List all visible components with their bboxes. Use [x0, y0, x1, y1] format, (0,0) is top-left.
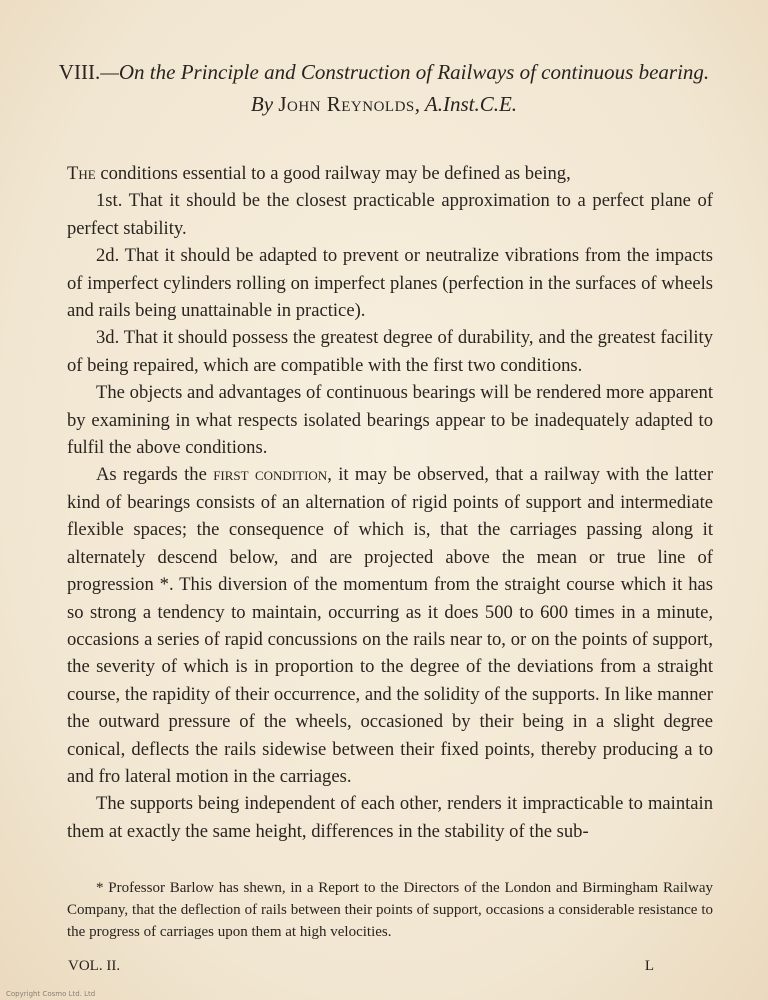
paragraph: The conditions essential to a good railway may be defined as being, [67, 163, 571, 184]
body-text [67, 160, 713, 845]
article-title [40, 58, 728, 86]
author-name: John Reynolds [278, 92, 415, 116]
article-number: VIII. [58, 60, 101, 84]
article-title-text: —On the Principle and Construction of Railways of continuous bearing. [100, 60, 710, 84]
author-credential: , A.Inst.C.E. [414, 92, 518, 116]
byline [40, 90, 728, 118]
footnote [67, 877, 713, 943]
signature-mark: L [644, 958, 654, 974]
byline-by: By [250, 92, 274, 116]
paragraph: 3d. That it should possess the greatest degree of durability, and the greatest facility of being repaired, which are compatible with the first two conditions. [67, 327, 713, 376]
paragraph-lead: The [67, 163, 96, 184]
footnote-text: * Professor Barlow has shewn, in a Report to the Directors of the London and Birmingham Railway Company, that the deflection of rails between their points of support, occasions a considerable resistance to the progress of carriages upon them at high velocities. [67, 880, 713, 940]
paragraph: As regards the first condition, it may be observed, that a railway with the latter kind of bearings consists of an alternation of rigid points of support and intermediate flexible spaces; the consequence of which is, that the carriages passing along it alternately descend below, and are projected above the mean or true line of progression *. This diversion of the momentum from the straight course which it has so strong a tendency to maintain, occurring as it does 500 to 600 times in a minute, occasions a series of rapid concussions on the rails near to, or on the points of support, the severity of which is in proportion to the degree of the deviations from a straight course, the rapidity of their occurrence, and the solidity of the supports. In like manner the outward pressure of the wheels, occasioned by their being in a slight degree conical, deflects the rails sidewise between their fixed points, thereby producing a to and fro lateral motion in the carriages. [67, 464, 714, 787]
volume-label: VOL. II. [68, 958, 121, 974]
paragraph: 2d. That it should be adapted to prevent or neutralize vibrations from the impacts of imperfect cylinders rolling on imperfect planes (perfection in the surfaces of wheels and rails being unattainable in practice). [67, 245, 713, 322]
copyright-watermark: Copyright Cosmo Ltd. Ltd [6, 990, 96, 998]
article-header [40, 58, 728, 118]
folio [68, 958, 654, 975]
paragraph: The supports being independent of each other, renders it impracticable to maintain them at exactly the same height, differences in the stability of the sub- [67, 793, 713, 842]
paragraph: The objects and advantages of continuous bearings will be rendered more apparent by examining in what respects isolated bearings appear to be inadequately adapted to fulfil the above conditions. [67, 382, 713, 459]
small-caps-phrase: first condition [213, 464, 328, 486]
paragraph: 1st. That it should be the closest practicable approximation to a perfect plane of perfect stability. [67, 190, 713, 239]
